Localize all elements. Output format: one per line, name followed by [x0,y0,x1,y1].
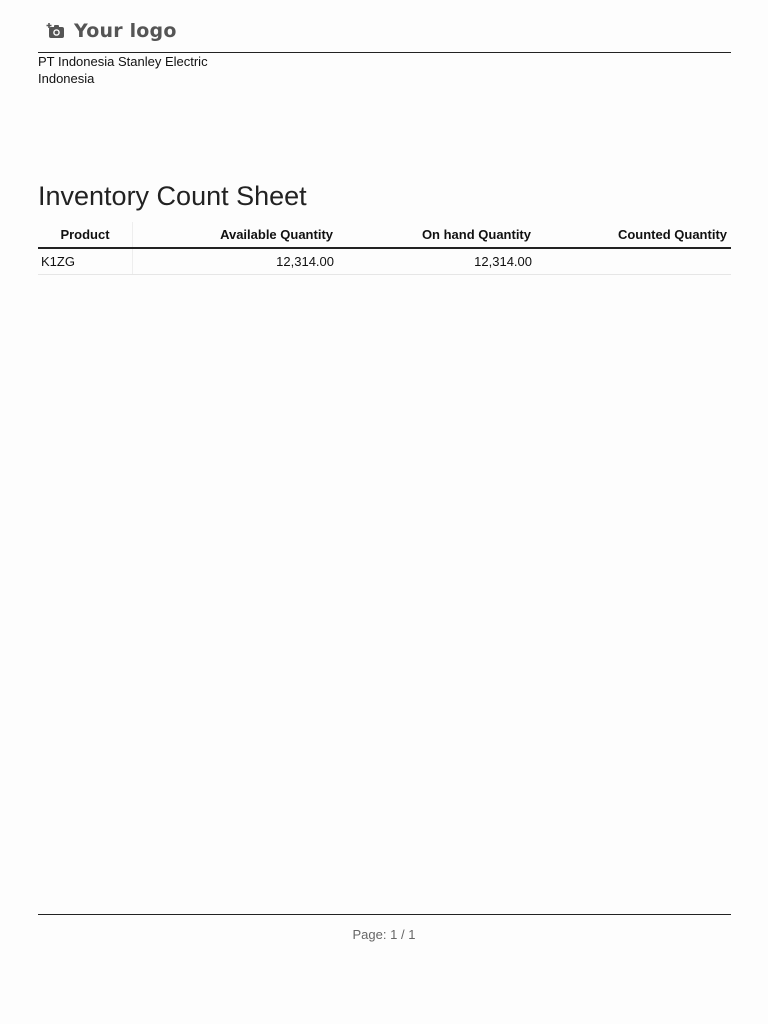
company-name: PT Indonesia Stanley Electric [38,54,208,69]
cell-on-hand-quantity: 12,314.00 [337,248,535,275]
column-header-product: Product [38,222,133,248]
company-country: Indonesia [38,71,95,86]
company-logo [46,20,177,42]
camera-icon [46,21,66,41]
page-label: Page: [352,927,387,942]
cell-available-quantity: 12,314.00 [133,248,338,275]
table-header-row [38,222,731,248]
company-address [38,53,208,87]
cell-product: K1ZG [38,248,133,275]
column-header-available-quantity: Available Quantity [133,222,338,248]
footer-divider [38,914,731,915]
page-title: Inventory Count Sheet [38,181,307,211]
page-number [0,927,768,942]
total-pages: 1 [408,927,416,942]
column-header-on-hand-quantity: On hand Quantity [337,222,535,248]
column-header-counted-quantity: Counted Quantity [535,222,731,248]
cell-counted-quantity [535,248,731,275]
page-separator: / [400,927,405,942]
logo-text: Your logo [74,20,177,42]
current-page: 1 [390,927,398,942]
inventory-table [38,222,731,275]
table-row [38,248,731,275]
